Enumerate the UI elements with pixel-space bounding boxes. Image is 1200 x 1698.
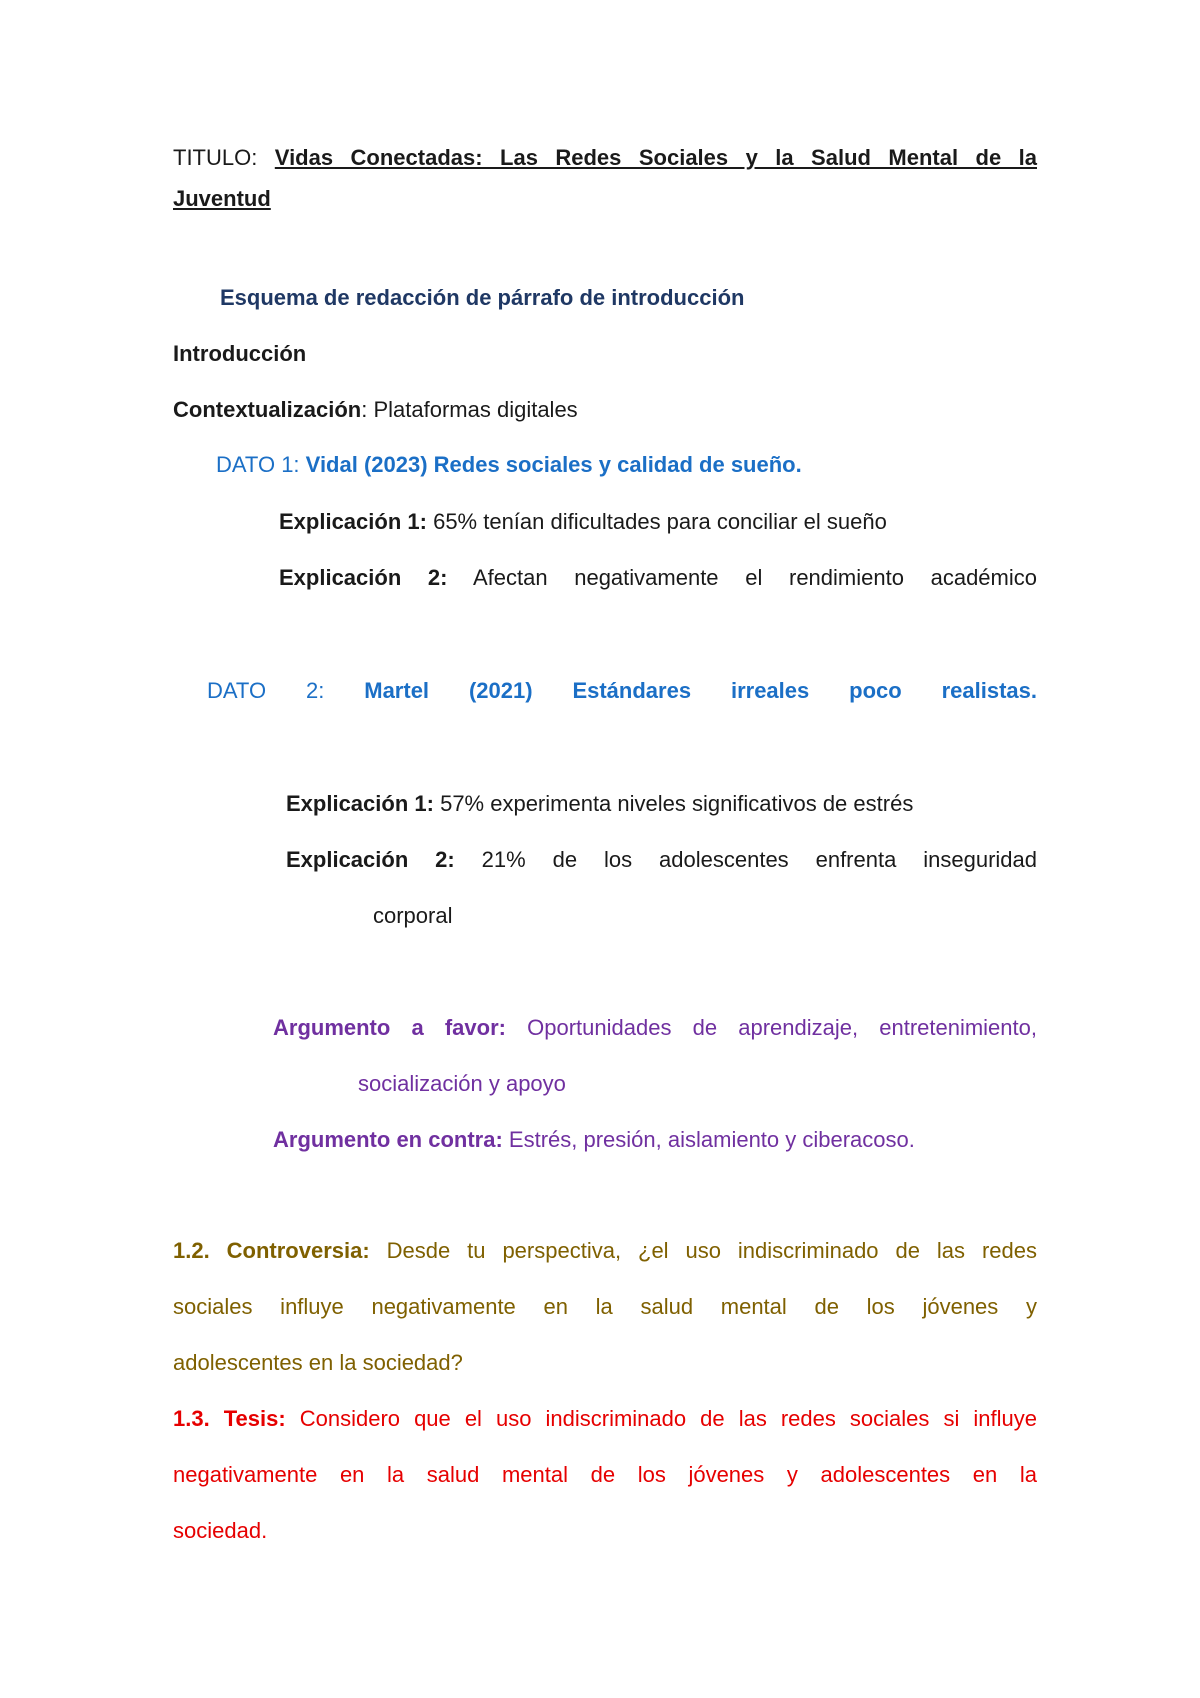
dato1-line [216, 451, 802, 479]
controversy-label: 1.2. Controversia: [173, 1238, 370, 1263]
dato2-exp1 [286, 790, 913, 818]
argument-favor-continuation: socialización y apoyo [358, 1071, 566, 1096]
dato2-text: Martel (2021) Estándares irreales poco realistas. [364, 678, 1037, 703]
dato2-label: DATO 2: [207, 678, 325, 703]
argument-contra-text: Estrés, presión, aislamiento y ciberacoso. [508, 1127, 915, 1152]
controversy-line-2: sociales influye negativamente en la salud mental de los jóvenes y [173, 1294, 1037, 1319]
dato1-exp1-label: Explicación 1: [279, 509, 427, 534]
dato1-exp1-text: 65% tenían dificultades para conciliar el sueño [433, 509, 887, 534]
context-line [173, 396, 578, 424]
dato1-exp1 [279, 508, 887, 536]
title-label: TITULO: [173, 145, 258, 170]
dato2-exp2-label: Explicación 2: [286, 847, 455, 872]
thesis-text-1: Considero que el uso indiscriminado de las redes sociales si influye [299, 1406, 1037, 1431]
argument-contra [273, 1126, 915, 1154]
thesis-line-3: sociedad. [173, 1518, 268, 1543]
dato2-line [207, 677, 1037, 705]
context-value: : Plataformas digitales [361, 397, 578, 422]
dato2-exp1-text: 57% experimenta niveles significativos de estrés [440, 791, 914, 816]
title-text: Vidas Conectadas: Las Redes Sociales y la Salud Mental de la [274, 145, 1037, 170]
dato1-exp2-text: Afectan negativamente el rendimiento académico [472, 565, 1037, 590]
dato2-exp2 [286, 846, 1037, 874]
intro-heading: Introducción [173, 341, 307, 366]
argument-favor-text: Oportunidades de aprendizaje, entretenimiento, [527, 1015, 1037, 1040]
controversy-line-3: adolescentes en la sociedad? [173, 1350, 463, 1375]
dato1-text: Vidal (2023) Redes sociales y calidad de sueño. [305, 452, 802, 477]
controversy-line-1 [173, 1237, 1037, 1265]
outline-heading: Esquema de redacción de párrafo de introducción [220, 285, 745, 310]
dato1-label: DATO 1: [216, 452, 300, 477]
thesis-line-1 [173, 1405, 1037, 1433]
argument-favor-label: Argumento a favor: [273, 1015, 506, 1040]
title-line-1 [173, 144, 1037, 172]
context-label: Contextualización [173, 397, 362, 422]
dato2-exp1-label: Explicación 1: [286, 791, 434, 816]
argument-favor [273, 1014, 1037, 1042]
dato1-exp2 [279, 564, 1037, 592]
dato2-exp2-continuation: corporal [373, 903, 453, 928]
argument-contra-label: Argumento en contra: [273, 1127, 503, 1152]
title-line-2: Juventud [173, 186, 271, 211]
thesis-label: 1.3. Tesis: [173, 1406, 286, 1431]
thesis-line-2: negativamente en la salud mental de los jóvenes y adolescentes en la [173, 1462, 1037, 1487]
dato1-exp2-label: Explicación 2: [279, 565, 448, 590]
controversy-text-1: Desde tu perspectiva, ¿el uso indiscriminado de las redes [386, 1238, 1037, 1263]
dato2-exp2-text: 21% de los adolescentes enfrenta inseguridad [481, 847, 1037, 872]
